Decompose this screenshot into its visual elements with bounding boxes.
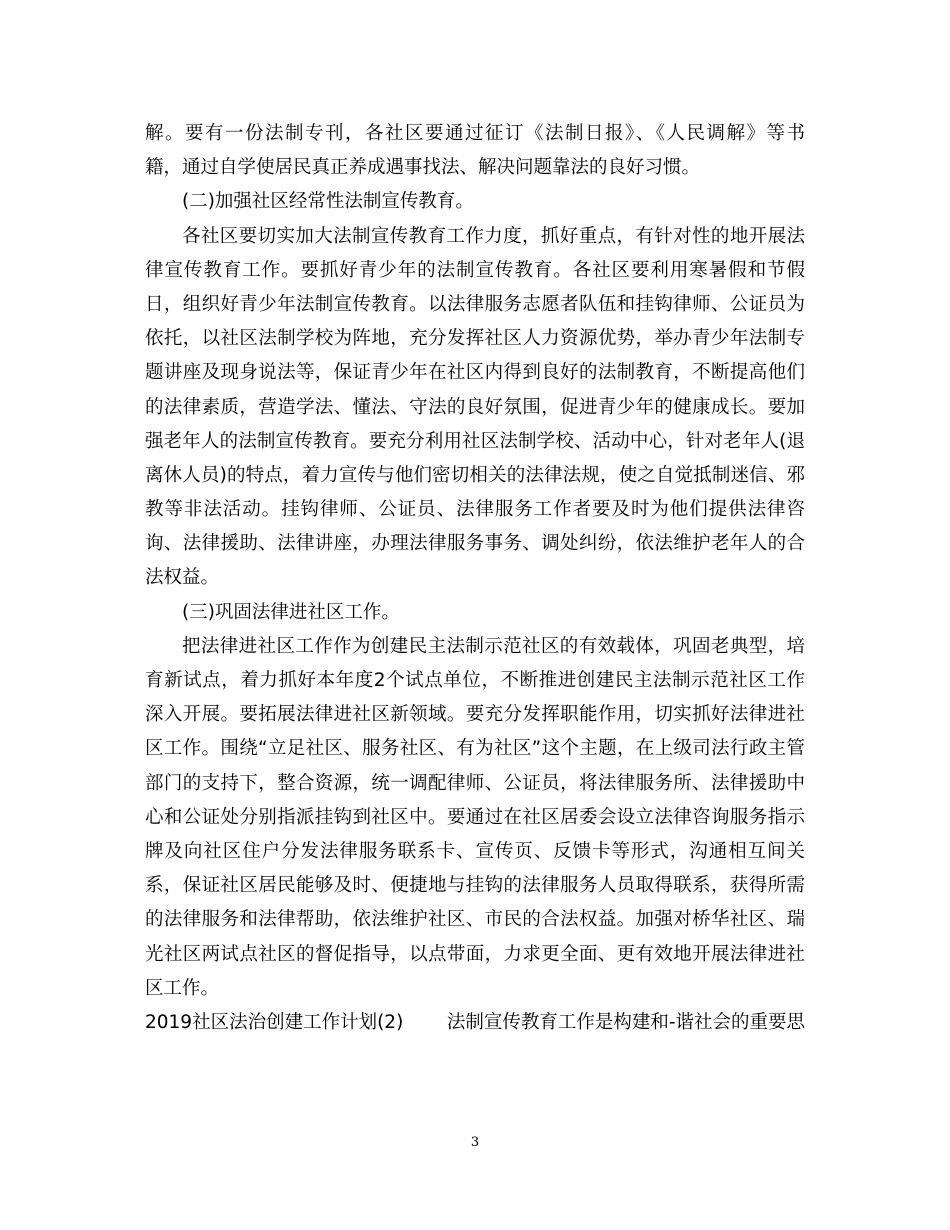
document-body [145, 117, 805, 1040]
text-line: 教等非法活动。挂钩律师、公证员、法律服务工作者要及时为他们提供法律咨 [145, 499, 805, 521]
text-line: 区工作。围绕“立足社区、服务社区、有为社区”这个主题，在上级司法行政主管 [145, 738, 805, 760]
text-line: 区工作。 [145, 977, 220, 999]
text-line: 各社区要切实加大法制宣传教育工作力度，抓好重点，有针对性的地开展法 [182, 225, 805, 247]
section-title: 2019社区法治创建工作计划(2) [145, 1011, 404, 1033]
text-line: 强老年人的法制宣传教育。要充分利用社区法制学校、活动中心，针对老年人(退 [145, 430, 805, 452]
page-number: 3 [470, 1135, 480, 1150]
section-heading: (二)加强社区经常性法制宣传教育。 [182, 191, 474, 213]
text-line: 律宣传教育工作。要抓好青少年的法制宣传教育。各社区要利用寒暑假和节假 [145, 259, 805, 281]
section-heading: (三)巩固法律进社区工作。 [182, 601, 400, 623]
text-line: 心和公证处分别指派挂钩到社区中。要通过在社区居委会设立法律咨询服务指示 [145, 806, 805, 828]
text-line: 的法律服务和法律帮助，依法维护社区、市民的合法权益。加强对桥华社区、瑞 [145, 909, 805, 931]
text-line: 法权益。 [145, 567, 220, 589]
text-line: 把法律进社区工作作为创建民主法制示范社区的有效载体，巩固老典型，培 [182, 635, 805, 657]
text-fragment: 法制宣传教育工作是构建和-谐社会的重要思 [446, 1011, 805, 1033]
text-line: 籍，通过自学使居民真正养成遇事找法、解决问题靠法的良好习惯。 [145, 157, 701, 179]
text-line: 深入开展。要拓展法律进社区新领域。要充分发挥职能作用，切实抓好法律进社 [145, 704, 805, 726]
text-line: 的法律素质，营造学法、懂法、守法的良好氛围，促进青少年的健康成长。要加 [145, 396, 805, 418]
text-line: 部门的支持下，整合资源，统一调配律师、公证员，将法律服务所、法律援助中 [145, 772, 805, 794]
text-line-mixed [145, 1006, 805, 1040]
text-line: 育新试点，着力抓好本年度2个试点单位，不断推进创建民主法制示范社区工作 [145, 670, 805, 691]
text-line: 离休人员)的特点，着力宣传与他们密切相关的法律法规，使之自觉抵制迷信、邪 [145, 464, 805, 486]
text-line: 题讲座及现身说法等，保证青少年在社区内得到良好的法制教育，不断提高他们 [145, 362, 805, 384]
text-line: 日，组织好青少年法制宣传教育。以法律服务志愿者队伍和挂钩律师、公证员为 [145, 293, 805, 315]
text-line: 解。要有一份法制专刊，各社区要通过征订《法制日报》、《人民调解》等书 [145, 123, 805, 144]
text-line: 依托，以社区法制学校为阵地，充分发挥社区人力资源优势，举办青少年法制专 [145, 328, 805, 350]
text-line: 光社区两试点社区的督促指导，以点带面，力求更全面、更有效地开展法律进社 [145, 943, 805, 965]
text-line: 询、法律援助、法律讲座，办理法律服务事务、调处纠纷，依法维护老年人的合 [145, 533, 805, 555]
text-line: 系，保证社区居民能够及时、便捷地与挂钩的法律服务人员取得联系，获得所需 [145, 875, 805, 897]
text-line: 牌及向社区住户分发法律服务联系卡、宣传页、反馈卡等形式，沟通相互间关 [145, 840, 805, 862]
